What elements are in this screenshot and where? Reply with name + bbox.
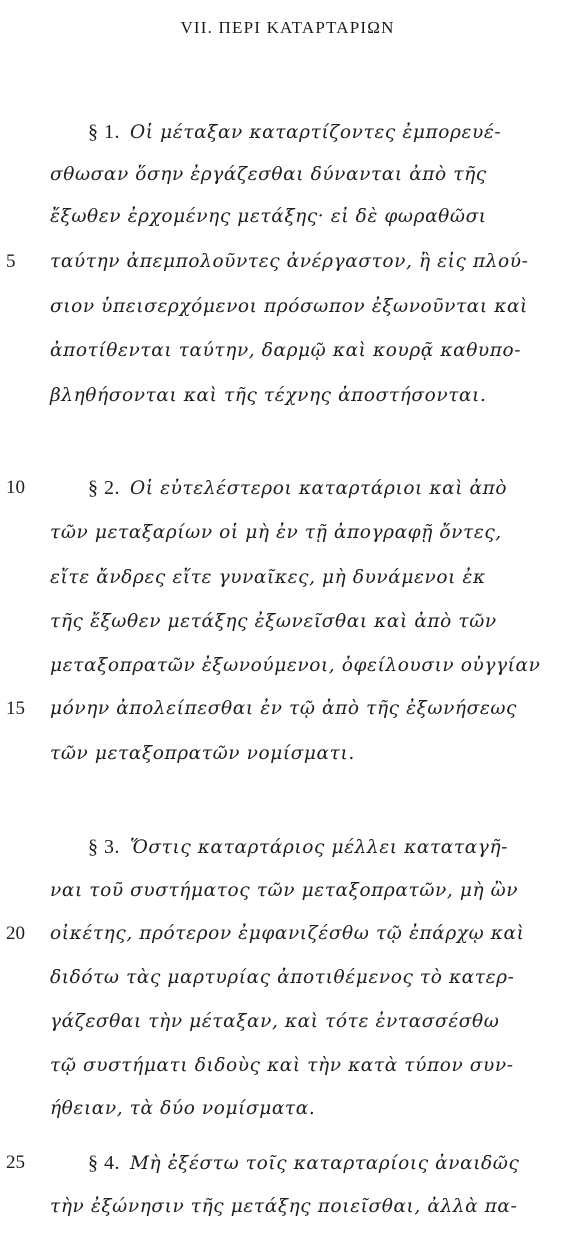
- paragraph-1-line-4: ταύτην ἀπεμπολοῦντες ἀνέργαστον, ἢ εἰς πλού-: [50, 251, 529, 272]
- line-number-20: 20: [6, 923, 25, 944]
- paragraph-1-line-1: § 1. Οἱ μέταξαν καταρτίζοντες ἐμπορευέ-: [88, 121, 502, 143]
- line-number-15: 15: [6, 698, 25, 719]
- paragraph-2-line-5: μεταξοπρατῶν ἐξωνούμενοι, ὀφείλουσιν οὐγγίαν: [50, 655, 541, 676]
- paragraph-2-line-3: εἴτε ἄνδρες εἴτε γυναῖκες, μὴ δυνάμενοι ἐκ: [50, 567, 486, 588]
- section-marker-1: § 1.: [88, 121, 120, 143]
- paragraph-2-line-1: § 2. Οἱ εὐτελέστεροι καταρτάριοι καὶ ἀπὸ: [88, 477, 508, 499]
- paragraph-2-line-6: μόνην ἀπολείπεσθαι ἐν τῷ ἀπὸ τῆς ἐξωνήσεως: [50, 698, 518, 719]
- paragraph-1-line-5: σιον ὑπεισερχόμενοι πρόσωπον ἐξωνοῦνται καὶ: [50, 296, 528, 317]
- paragraph-3-line-2: ναι τοῦ συστήματος τῶν μεταξοπρατῶν, μὴ ὢν: [50, 880, 519, 901]
- paragraph-3-line-5: γάζεσθαι τὴν μέταξαν, καὶ τότε ἐντασσέσθω: [50, 1011, 500, 1032]
- section-marker-3: § 3.: [88, 836, 120, 858]
- paragraph-1-line-6: ἀποτίθενται ταύτην, δαρμῷ καὶ κουρᾷ καθυπο-: [50, 340, 522, 361]
- paragraph-1-line-2: σθωσαν ὅσην ἐργάζεσθαι δύνανται ἀπὸ τῆς: [50, 164, 487, 185]
- paragraph-4-line-1: § 4. Μὴ ἐξέστω τοῖς καταρταρίοις ἀναιδῶς: [88, 1152, 520, 1174]
- section-marker-4: § 4.: [88, 1152, 120, 1174]
- paragraph-3-line-4: διδότω τὰς μαρτυρίας ἀποτιθέμενος τὸ κατερ-: [50, 967, 515, 988]
- line-number-25: 25: [6, 1152, 25, 1173]
- line-number-10: 10: [6, 477, 25, 498]
- paragraph-1-line-7: βληθήσονται καὶ τῆς τέχνης ἀποστήσονται.: [50, 385, 487, 406]
- paragraph-2-line-7: τῶν μεταξοπρατῶν νομίσματι.: [50, 743, 355, 764]
- section-marker-2: § 2.: [88, 477, 120, 499]
- paragraph-3-line-3: οἰκέτης, πρότερον ἐμφανιζέσθω τῷ ἐπάρχῳ καὶ: [50, 923, 525, 944]
- paragraph-3-line-7: ήθειαν, τὰ δύο νομίσματα.: [50, 1098, 316, 1119]
- paragraph-2-line-2: τῶν μεταξαρίων οἱ μὴ ἐν τῇ ἀπογραφῇ ὄντες,: [50, 522, 502, 543]
- paragraph-4-line-2: τὴν ἐξώνησιν τῆς μετάξης ποιεῖσθαι, ἀλλὰ πα-: [50, 1196, 518, 1217]
- paragraph-1-line-3: ἔξωθεν ἐρχομένης μετάξης· εἰ δὲ φωραθῶσι: [50, 206, 487, 227]
- paragraph-3-line-6: τῷ συστήματι διδοὺς καὶ τὴν κατὰ τύπον συν-: [50, 1055, 514, 1076]
- paragraph-2-line-4: τῆς ἔξωθεν μετάξης ἐξωνεῖσθαι καὶ ἀπὸ τῶν: [50, 611, 497, 632]
- chapter-heading: VII. ΠΕΡΙ ΚΑΤΑΡΤΑΡΙΩΝ: [180, 18, 395, 37]
- paragraph-3-line-1: § 3. Ὅστις καταρτάριος μέλλει καταταγῆ-: [88, 836, 508, 858]
- line-number-5: 5: [6, 251, 16, 272]
